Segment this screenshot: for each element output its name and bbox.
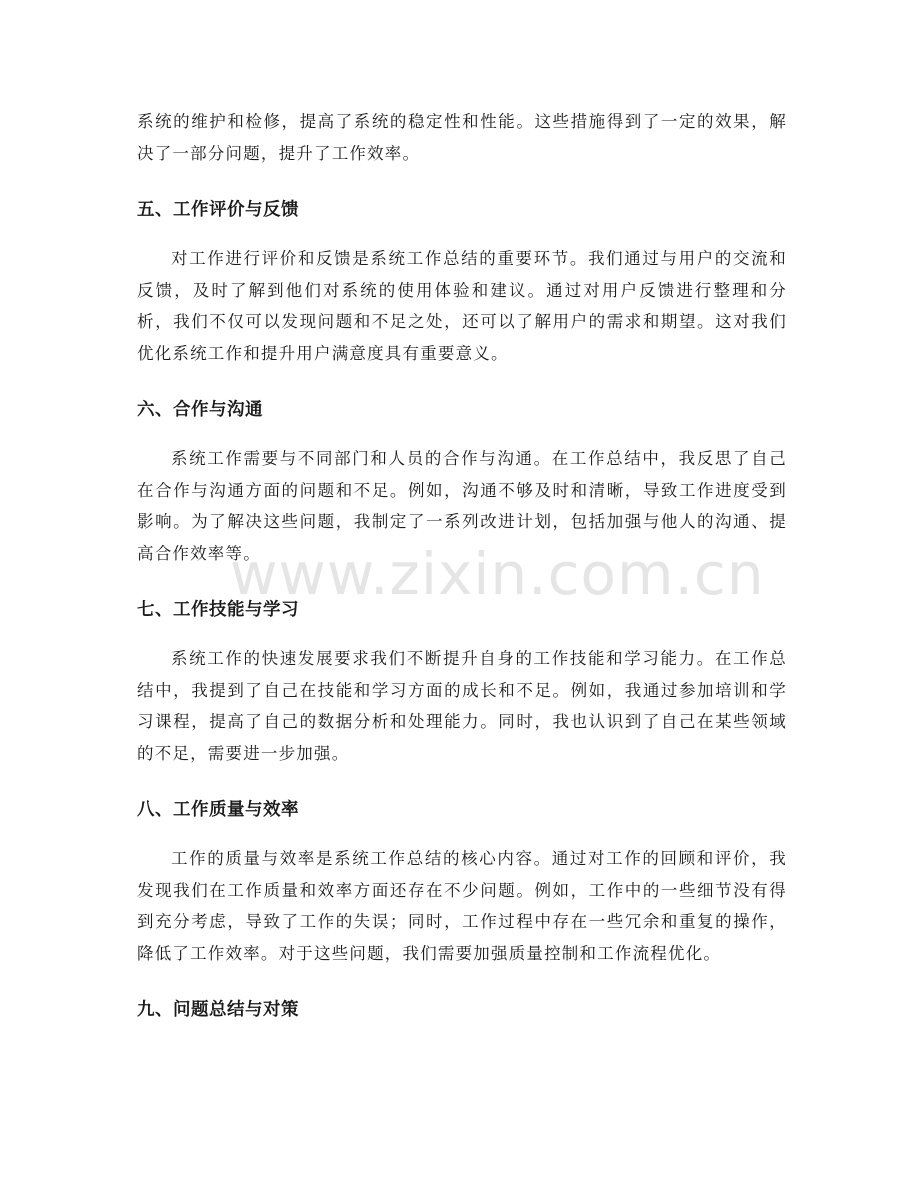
intro-paragraph: 系统的维护和检修，提高了系统的稳定性和性能。这些措施得到了一定的效果，解决了一部分问题，提升了工作效率。 [137,112,787,163]
section-7-paragraph: 系统工作的快速发展要求我们不断提升自身的工作技能和学习能力。在工作总结中，我提到了自己在技能和学习方面的成长和不足。例如，我通过参加培训和学习课程，提高了自己的数据分析和处理能力。同时，我也认识到了自己在某些领域的不足，需要进一步加强。 [137,649,787,763]
section-8-paragraph: 工作的质量与效率是系统工作总结的核心内容。通过对工作的回顾和评价，我发现我们在工作质量和效率方面还存在不少问题。例如，工作中的一些细节没有得到充分考虑，导致了工作的失误；同时，工作过程中存在一些冗余和重复的操作，降低了工作效率。对于这些问题，我们需要加强质量控制和工作流程优化。 [137,849,787,963]
document-body [137,106,787,1026]
section-5-paragraph: 对工作进行评价和反馈是系统工作总结的重要环节。我们通过与用户的交流和反馈，及时了解到他们对系统的使用体验和建议。通过对用户反馈进行整理和分析，我们不仅可以发现问题和不足之处，还可以了解用户的需求和期望。这对我们优化系统工作和提升用户满意度具有重要意义。 [137,249,787,363]
watermark: www.zixin.com.cn [230,540,765,608]
section-5-heading: 五、工作评价与反馈 [137,200,299,220]
section-7-heading: 七、工作技能与学习 [137,600,299,620]
section-8-heading: 八、工作质量与效率 [137,800,299,820]
section-6-heading: 六、合作与沟通 [137,400,263,420]
section-6-paragraph: 系统工作需要与不同部门和人员的合作与沟通。在工作总结中，我反思了自己在合作与沟通方面的问题和不足。例如，沟通不够及时和清晰，导致工作进度受到影响。为了解决这些问题，我制定了一系列改进计划，包括加强与他人的沟通、提高合作效率等。 [137,449,787,563]
section-9-heading: 九、问题总结与对策 [137,1000,299,1020]
